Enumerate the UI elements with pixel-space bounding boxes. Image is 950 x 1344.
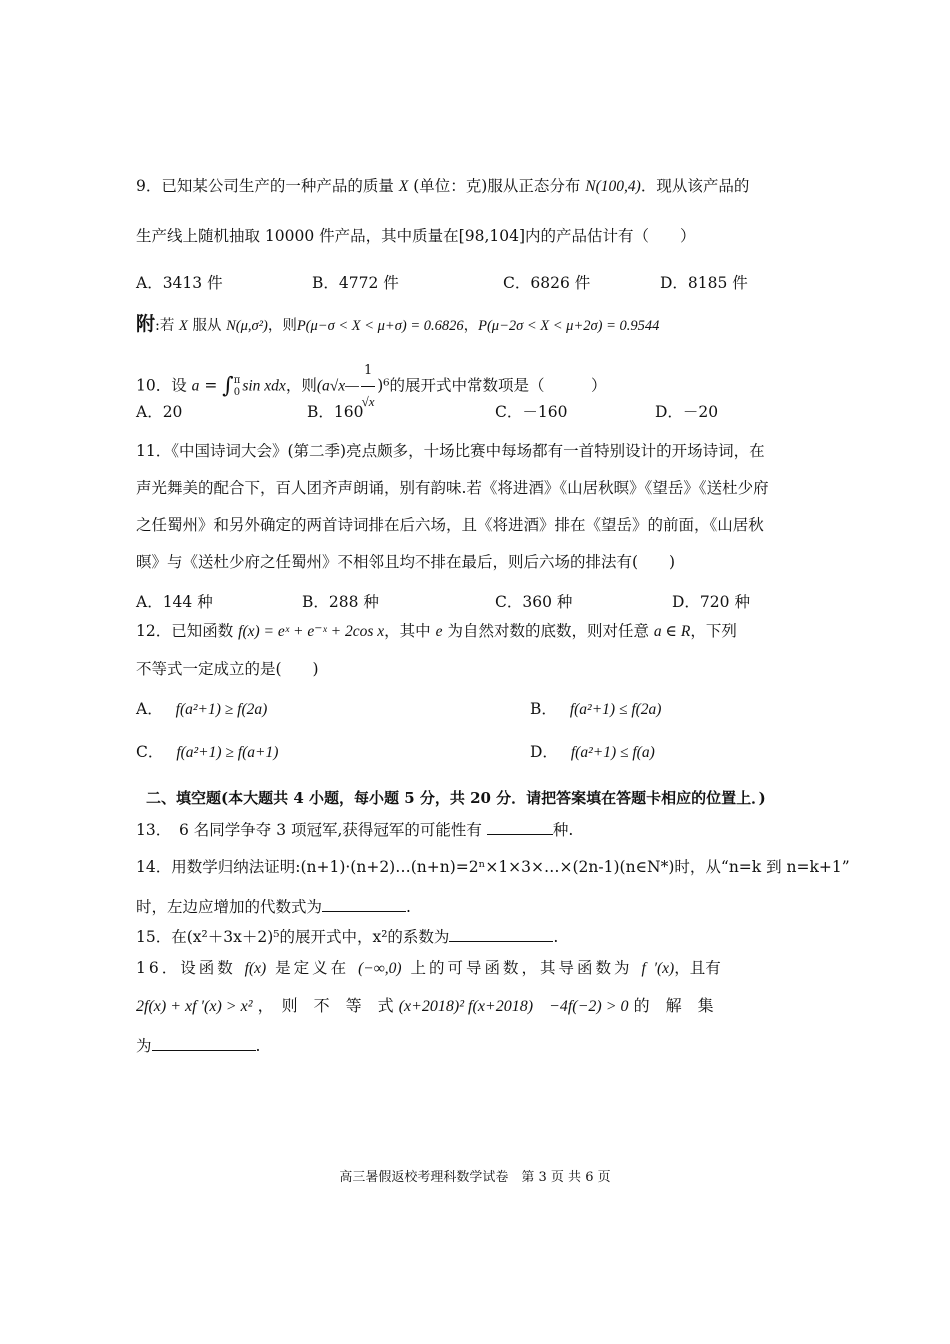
q9-option-b: B．4772 件 — [312, 274, 399, 292]
q12-option-c: C． f(a²+1) ≥ f(a+1) — [136, 743, 279, 761]
q9-option-a: A．3413 件 — [136, 274, 223, 292]
q9-option-c: C．6826 件 — [503, 274, 591, 292]
q9-option-d: D．8185 件 — [660, 274, 748, 292]
q14-line-1: 14．用数学归纳法证明:(n+1)·(n+2)…(n+n)=2ⁿ×1×3×…×(2n-1)(n∈N*)时，从“n=k 到 n=k+1” — [136, 858, 850, 876]
note-label: 附 — [136, 313, 156, 335]
q16-line-1: 16．设函数 f(x) 是定义在 (−∞,0) 上的可导函数，其导函数为 f ′(x)，且有 — [136, 959, 721, 977]
answer-blank[interactable] — [487, 818, 553, 835]
q11-option-c: C．360 种 — [495, 593, 573, 611]
q11-option-d: D．720 种 — [672, 593, 750, 611]
q13-line: 13． 6 名同学争夺 3 项冠军,获得冠军的可能性有 种. — [136, 818, 573, 840]
answer-blank[interactable] — [322, 895, 406, 912]
q10-line: 10．设 a = ∫ π 0 sin xdx，则(a√x— $\frac{1}{√x}$ )⁶的展开式中常数项是（ ） — [136, 356, 607, 417]
page-footer: 高三暑假返校考理科数学试卷 第 3 页 共 6 页 — [339, 1170, 611, 1185]
q14-line-2: 时，左边应增加的代数式为 . — [136, 895, 411, 917]
q11-line-3: 之任蜀州》和另外确定的两首诗词排在后六场，且《将进酒》排在《望岳》的前面，《山居秋 — [136, 516, 764, 534]
q16-line-3: 为 . — [136, 1034, 260, 1056]
q15-line: 15．在(x²＋3x＋2)⁵的展开式中，x²的系数为 . — [136, 925, 558, 947]
q16-line-2: 2f(x) + xf ′(x) > x² ， 则 不 等 式 (x+2018)² f(x+2018) −4f(−2) > 0 的 解 集 — [136, 996, 714, 1015]
q9-line-1: 9．已知某公司生产的一种产品的质量 X (单位：克)服从正态分布 N(100,4)．现从该产品的 — [136, 177, 750, 195]
section-2-title: 二、填空题(本大题共 4 小题，每小题 5 分，共 20 分．请把答案填在答题卡相应的位置上．) — [146, 789, 766, 807]
q9-line-2: 生产线上随机抽取 10000 件产品，其中质量在[98,104]内的产品估计有（ ） — [136, 227, 696, 245]
q10-option-a: A．20 — [136, 403, 183, 421]
q11-line-4: 暝》与《送杜少府之任蜀州》不相邻且均不排在最后，则后六场的排法有( ) — [136, 553, 676, 571]
q11-line-2: 声光舞美的配合下，百人团齐声朗诵，别有韵味.若《将进酒》《山居秋暝》《望岳》《送杜少府 — [136, 479, 769, 497]
fraction: $\frac{1}{√x}$ — [361, 356, 375, 417]
q10-option-c: C．－160 — [495, 403, 568, 421]
q12-line-2: 不等式一定成立的是( ) — [136, 660, 319, 678]
q12-option-b: B． f(a²+1) ≤ f(2a) — [530, 700, 662, 718]
integral-sign: ∫ — [222, 373, 234, 399]
q11-option-b: B．288 种 — [302, 593, 379, 611]
q11-option-a: A．144 种 — [136, 593, 213, 611]
q12-line-1: 12．已知函数 f(x) = eˣ + e⁻ˣ + 2cos x，其中 e 为自然对数的底数，则对任意 a ∈ R，下列 — [136, 622, 737, 640]
q10-option-b: B．160 — [307, 403, 364, 421]
q9-note: 附:若 X 服从 N(μ,σ²)，则P(μ−σ < X < μ+σ) = 0.6826，P(μ−2σ < X < μ+2σ) = 0.9544 — [136, 313, 660, 335]
answer-blank[interactable] — [152, 1034, 256, 1051]
answer-blank[interactable] — [449, 925, 553, 942]
q10-option-d: D．－20 — [655, 403, 719, 421]
q12-option-a: A． f(a²+1) ≥ f(2a) — [136, 700, 268, 718]
q12-option-d: D． f(a²+1) ≤ f(a) — [530, 743, 655, 761]
q11-line-1: 11．《中国诗词大会》(第二季)亮点颇多，十场比赛中每场都有一首特别设计的开场诗词，在 — [136, 442, 765, 460]
